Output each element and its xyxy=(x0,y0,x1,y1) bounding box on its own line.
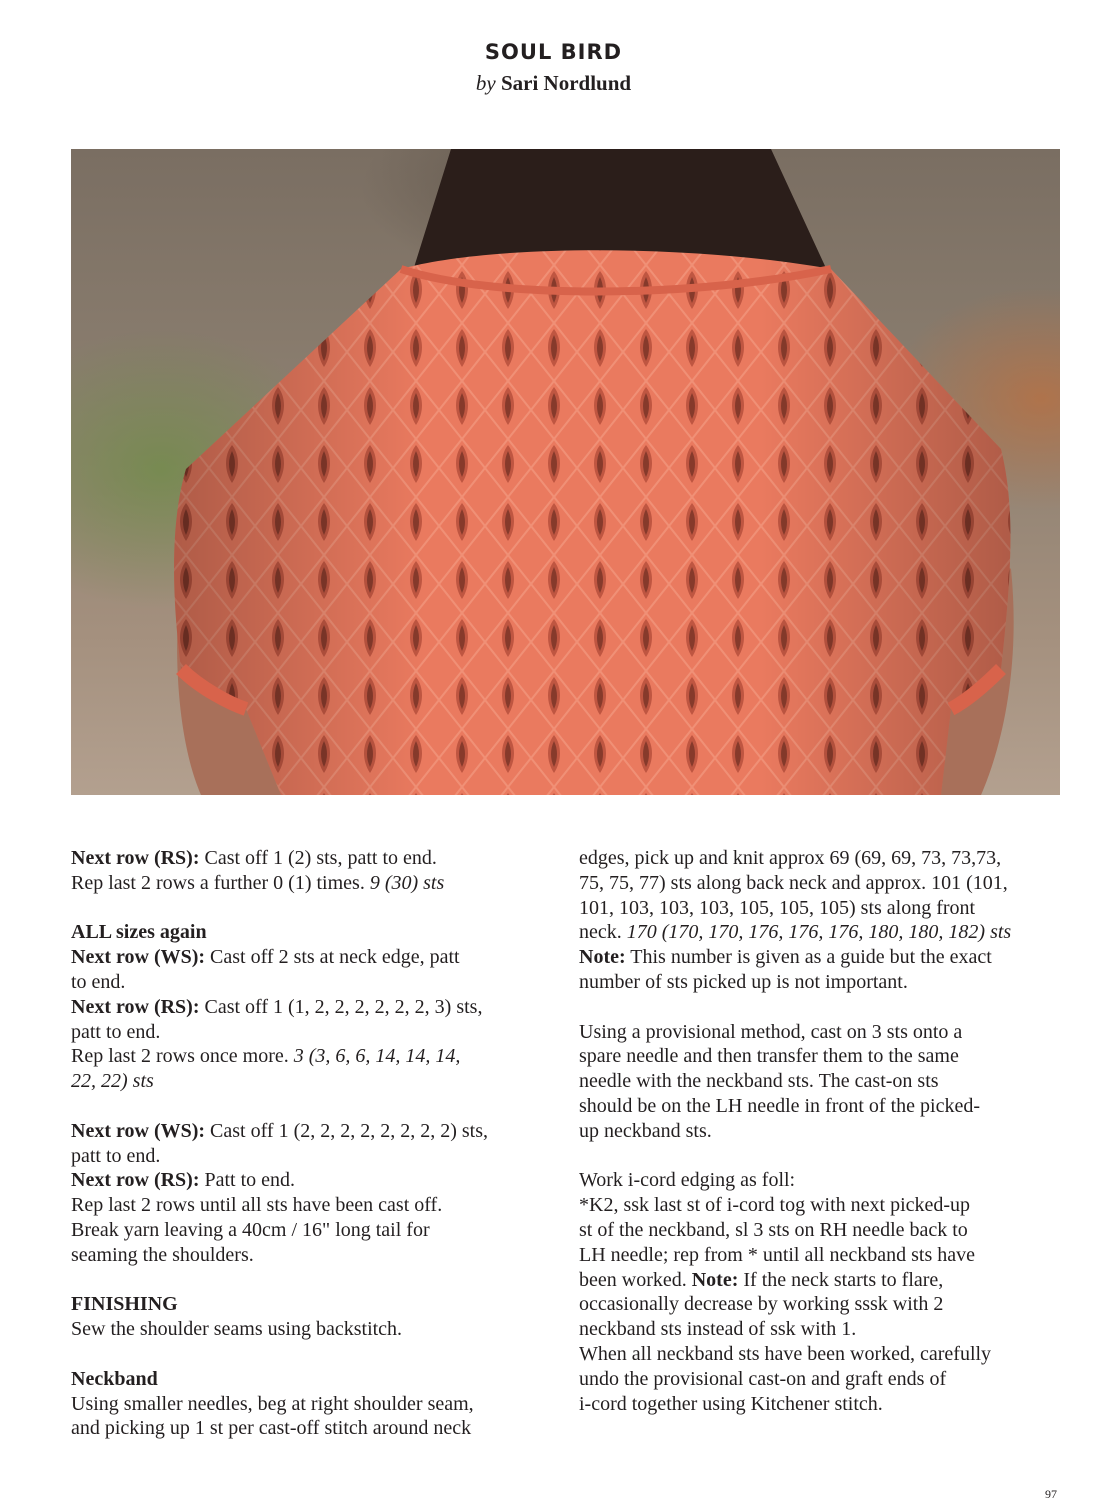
instruction-line: Sew the shoulder seams using backstitch. xyxy=(71,1318,403,1341)
instruction-line: and picking up 1 st per cast-off stitch around neck xyxy=(71,1417,472,1440)
byline xyxy=(0,71,1107,96)
garment-photo xyxy=(71,149,1060,795)
instruction-line: Rep last 2 rows until all sts have been cast off. xyxy=(71,1194,443,1217)
instruction-line: Note: This number is given as a guide but the exact xyxy=(579,946,992,969)
instruction-line: needle with the neckband sts. The cast-on sts xyxy=(579,1070,939,1093)
instruction-line: should be on the LH needle in front of the picked- xyxy=(579,1094,980,1117)
instruction-line: been worked. Note: If the neck starts to flare, xyxy=(579,1268,944,1291)
byline-prefix: by xyxy=(475,71,496,95)
instruction-line: Next row (RS): Patt to end. xyxy=(71,1169,296,1192)
instruction-line: 22, 22) sts xyxy=(71,1070,154,1093)
instruction-line: up neckband sts. xyxy=(579,1119,712,1142)
left-column xyxy=(71,846,541,1441)
instruction-line: Next row (RS): Cast off 1 (2) sts, patt to end. xyxy=(71,847,437,869)
instruction-line: patt to end. xyxy=(71,1144,161,1167)
instruction-line: to end. xyxy=(71,970,126,993)
instruction-line: Rep last 2 rows once more. 3 (3, 6, 6, 14, 14, 14, xyxy=(71,1045,461,1068)
instruction-line: Break yarn leaving a 40cm / 16" long tail for xyxy=(71,1218,430,1241)
section-heading: Neckband xyxy=(71,1367,158,1390)
instruction-line: occasionally decrease by working sssk with 2 xyxy=(579,1293,944,1316)
instruction-line: edges, pick up and knit approx 69 (69, 69, 73, 73,73, xyxy=(579,847,1002,869)
instruction-line: st of the neckband, sl 3 sts on RH needle back to xyxy=(579,1218,968,1241)
instruction-line: LH needle; rep from * until all neckband sts have xyxy=(579,1243,975,1266)
page-title: SOUL BIRD xyxy=(484,40,623,64)
section-heading: FINISHING xyxy=(71,1293,178,1316)
instruction-line: Next row (WS): Cast off 2 sts at neck edge, patt xyxy=(71,946,460,969)
instruction-line: 101, 103, 103, 103, 105, 105, 105) sts along front xyxy=(579,896,976,919)
instruction-line: undo the provisional cast-on and graft ends of xyxy=(579,1367,947,1390)
instruction-line: Using smaller needles, beg at right shoulder seam, xyxy=(71,1392,474,1415)
instruction-line: neck. 170 (170, 170, 176, 176, 176, 180, 180, 182) sts xyxy=(579,921,1012,944)
instruction-line: patt to end. xyxy=(71,1020,161,1043)
right-column xyxy=(579,846,1069,1416)
instruction-line: i-cord together using Kitchener stitch. xyxy=(579,1392,883,1415)
author-name: Sari Nordlund xyxy=(500,71,632,95)
instruction-line: 75, 75, 77) sts along back neck and approx. 101 (101, xyxy=(579,871,1008,894)
instruction-line: Using a provisional method, cast on 3 sts onto a xyxy=(579,1020,963,1043)
page-number: 97 xyxy=(1045,1487,1057,1501)
instruction-line: seaming the shoulders. xyxy=(71,1243,254,1266)
instruction-line: When all neckband sts have been worked, carefully xyxy=(579,1342,992,1365)
instruction-line: Rep last 2 rows a further 0 (1) times. 9 (30) sts xyxy=(71,871,445,894)
instruction-line: number of sts picked up is not important. xyxy=(579,970,908,993)
instruction-line: Next row (WS): Cast off 1 (2, 2, 2, 2, 2, 2, 2, 2) sts, xyxy=(71,1119,489,1142)
instruction-line: *K2, ssk last st of i-cord tog with next picked-up xyxy=(579,1194,971,1217)
instruction-line: spare needle and then transfer them to the same xyxy=(579,1045,959,1068)
knitted-lace-top-photo-icon xyxy=(71,149,1060,795)
section-heading: ALL sizes again xyxy=(71,921,207,944)
instruction-line: Next row (RS): Cast off 1 (1, 2, 2, 2, 2, 2, 2, 3) sts, xyxy=(71,995,483,1018)
instruction-line: Work i-cord edging as foll: xyxy=(579,1169,796,1192)
instruction-line: neckband sts instead of ssk with 1. xyxy=(579,1318,857,1341)
